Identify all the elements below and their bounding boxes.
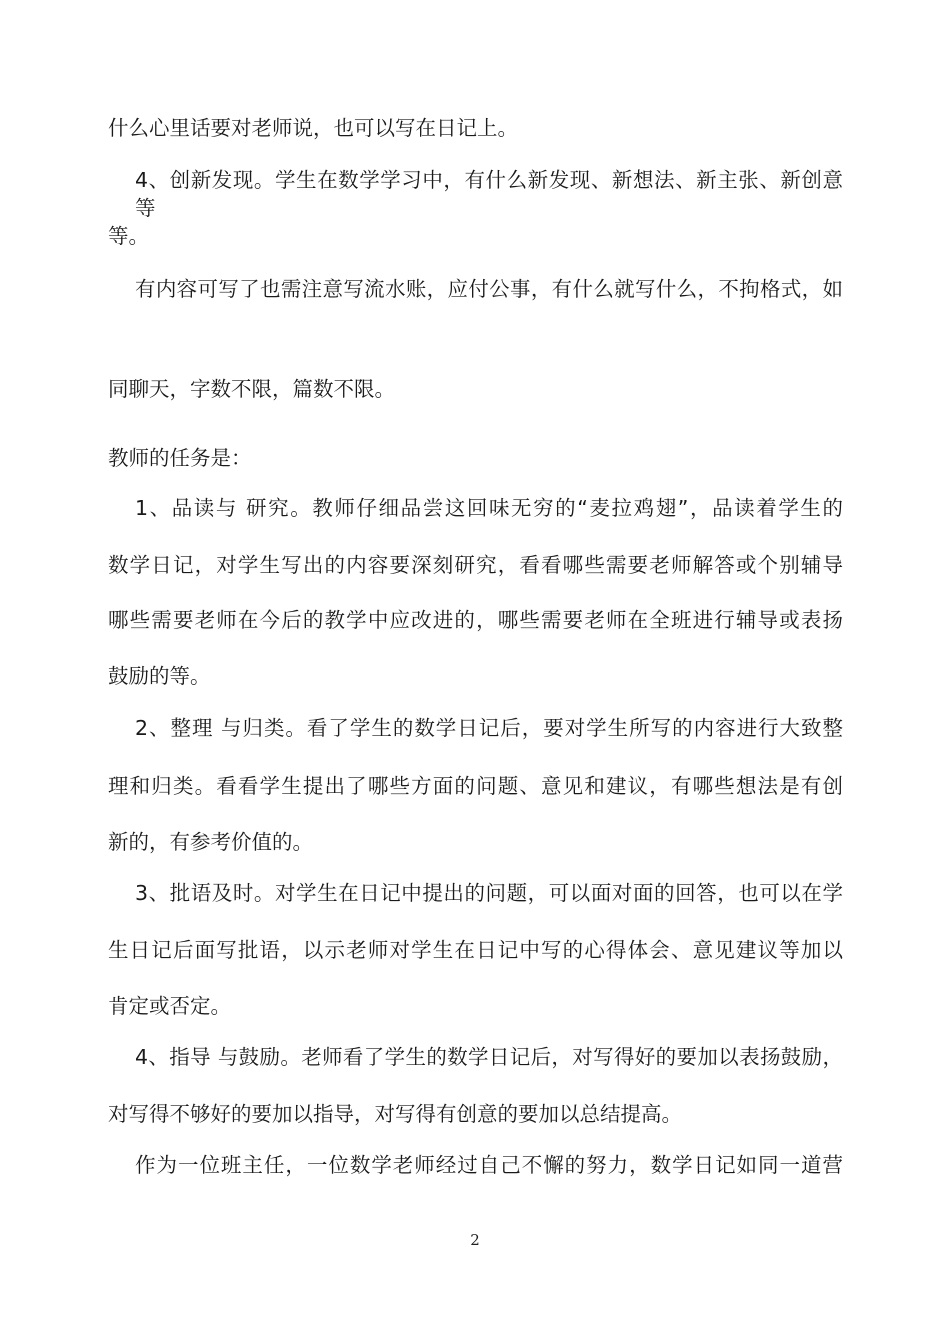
text-line-2: 4、创新发现。学生在数学学习中，有什么新发现、新想法、新主张、新创意等	[135, 168, 843, 220]
text-line-9: 哪些需要老师在今后的教学中应改进的，哪些需要老师在全班进行辅导或表扬	[108, 608, 843, 632]
text-line-8: 数学日记，对学生写出的内容要深刻研究，看看哪些需要老师解答或个别辅导	[108, 553, 843, 577]
text-line-12: 理和归类。看看学生提出了哪些方面的问题、意见和建议，有哪些想法是有创	[108, 774, 843, 798]
text-line-15: 生日记后面写批语，以示老师对学生在日记中写的心得体会、意见建议等加以	[108, 938, 843, 962]
text-line-3: 等。	[108, 224, 149, 248]
page-number: 2	[470, 1231, 480, 1249]
text-line-4: 有内容可写了也需注意写流水账，应付公事，有什么就写什么，不拘格式，如	[135, 277, 843, 301]
text-line-19: 作为一位班主任，一位数学老师经过自己不懈的努力，数学日记如同一道营	[135, 1153, 843, 1177]
text-line-14: 3、批语及时。对学生在日记中提出的问题，可以面对面的回答，也可以在学	[135, 881, 843, 905]
text-line-17: 4、指导 与鼓励。老师看了学生的数学日记后，对写得好的要加以表扬鼓励，	[135, 1045, 843, 1069]
text-line-18: 对写得不够好的要加以指导，对写得有创意的要加以总结提高。	[108, 1102, 682, 1126]
text-line-5: 同聊天，字数不限，篇数不限。	[108, 377, 395, 401]
text-line-1: 什么心里话要对老师说，也可以写在日记上。	[108, 116, 518, 140]
text-line-6: 教师的任务是：	[108, 446, 252, 470]
text-line-10: 鼓励的等。	[108, 664, 211, 688]
text-line-13: 新的，有参考价值的。	[108, 830, 313, 854]
text-line-7: 1、品读与 研究。教师仔细品尝这回味无穷的“麦拉鸡翅”，品读着学生的	[135, 496, 843, 520]
text-line-11: 2、整理 与归类。看了学生的数学日记后，要对学生所写的内容进行大致整	[135, 716, 843, 740]
text-line-16: 肯定或否定。	[108, 994, 231, 1018]
